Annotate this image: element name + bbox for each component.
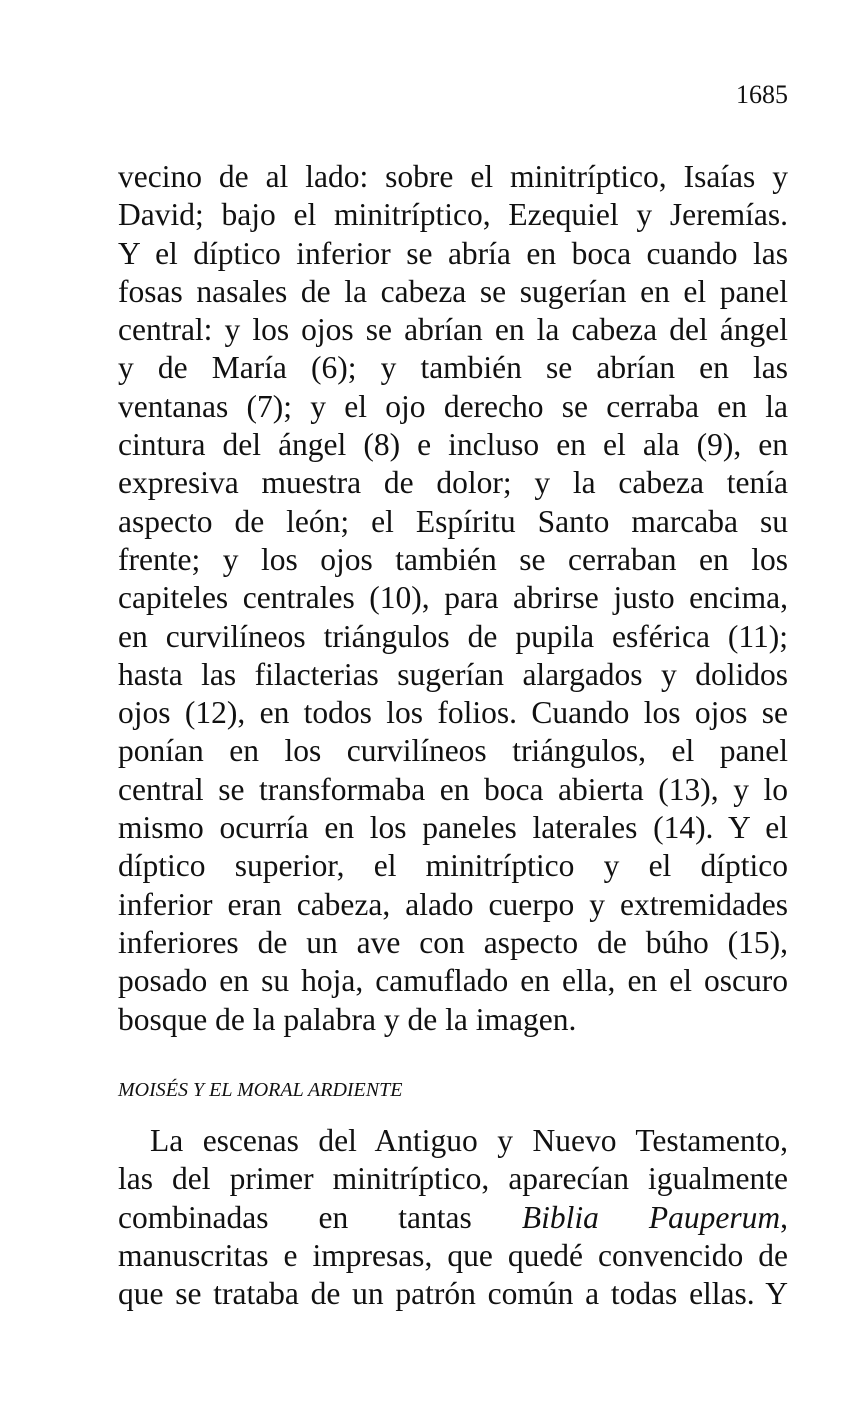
text-line: ventanas (7); y el ojo derecho se cerraba en la — [118, 388, 788, 424]
body-paragraph-2 — [118, 1122, 788, 1313]
text-line: vecino de al lado: sobre el minitríptico, Isaías y — [118, 159, 788, 194]
text-line: David; bajo el minitríptico, Ezequiel y Jeremías. — [118, 197, 788, 233]
text-line-with-italic — [118, 1199, 788, 1237]
text-line: hasta las filacterias sugerían alargados y dolidos — [118, 656, 788, 692]
text-line: posado en su hoja, camuflado en ella, en el oscuro — [118, 963, 788, 999]
body-paragraph-1 — [118, 158, 788, 1039]
text-line: Y el díptico inferior se abría en boca cuando las — [118, 235, 788, 271]
paragraph-lines — [118, 158, 788, 1039]
text-line: que se trataba de un patrón común a todas ellas. Y — [118, 1276, 788, 1312]
text-line: ponían en los curvilíneos triángulos, el panel — [118, 733, 788, 769]
text-line: inferiores de un ave con aspecto de búho (15), — [118, 924, 788, 960]
text-line: y de María (6); y también se abrían en las — [118, 350, 788, 386]
text-line: aspecto de león; el Espíritu Santo marcaba su — [118, 503, 788, 539]
text-line: central se transformaba en boca abierta (13), y lo — [118, 771, 788, 807]
text-line: expresiva muestra de dolor; y la cabeza tenía — [118, 465, 788, 501]
text-line: díptico superior, el minitríptico y el díptico — [118, 848, 788, 884]
italic-title: Biblia Pauperum — [521, 1199, 781, 1235]
text-line: bosque de la palabra y de la imagen. — [118, 1001, 577, 1037]
text-run: combinadas en tantas — [118, 1199, 522, 1235]
text-line: manuscritas e impresas, que quedé convencido de — [118, 1237, 788, 1273]
text-line: en curvilíneos triángulos de pupila esférica (11); — [118, 618, 788, 654]
text-line: capiteles centrales (10), para abrirse justo encima, — [118, 580, 788, 616]
text-line: central: y los ojos se abrían en la cabeza del ángel — [118, 312, 788, 348]
text-line: mismo ocurría en los paneles laterales (14). Y el — [118, 810, 788, 846]
text-line: ojos (12), en todos los folios. Cuando los ojos se — [118, 695, 788, 731]
text-line: inferior eran cabeza, alado cuerpo y extremidades — [118, 886, 788, 922]
text-line: las del primer minitríptico, aparecían igualmente — [118, 1161, 788, 1197]
text-line: La escenas del Antiguo y Nuevo Testamento, — [150, 1123, 788, 1158]
text-run: , — [780, 1199, 788, 1235]
paragraph-lines — [118, 1122, 788, 1313]
text-line: fosas nasales de la cabeza se sugerían en el panel — [118, 273, 788, 309]
page-number: 1685 — [736, 80, 788, 109]
text-line: frente; y los ojos también se cerraban en los — [118, 541, 788, 577]
text-line: cintura del ángel (8) e incluso en el ala (9), en — [118, 427, 788, 463]
section-heading: MOISÉS Y EL MORAL ARDIENTE — [118, 1079, 403, 1101]
